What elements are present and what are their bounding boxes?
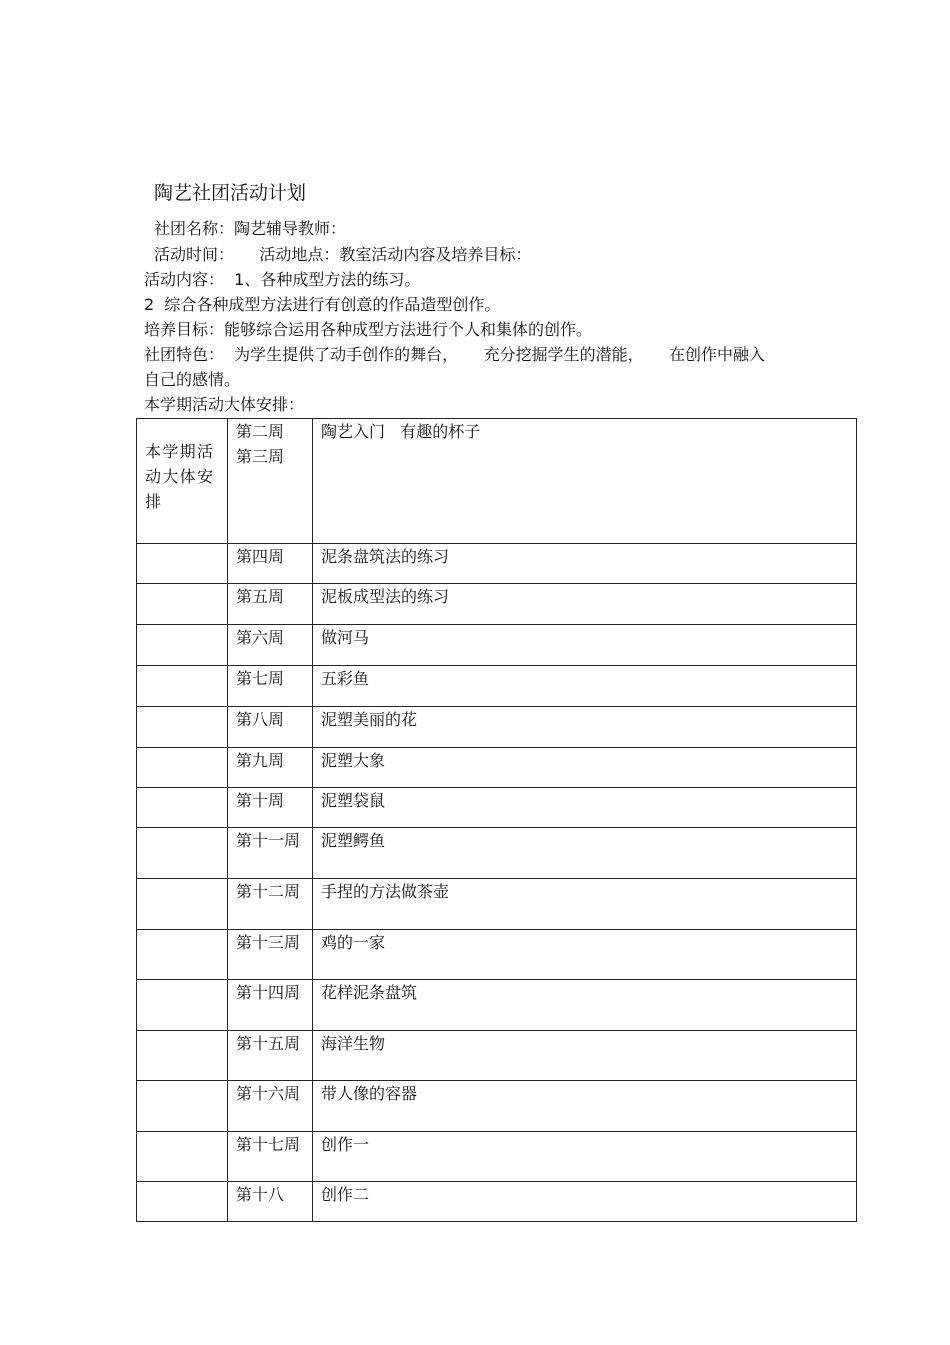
activity-cell: 泥塑美丽的花	[313, 707, 857, 748]
side-label-cell: 本学期活动大体安排	[137, 419, 228, 544]
side-label-cell	[137, 1081, 228, 1132]
side-label-cell	[137, 544, 228, 584]
table-row	[137, 707, 857, 748]
content-line-2: 2 综合各种成型方法进行有创意的作品造型创作。	[144, 295, 501, 314]
table-row	[137, 1081, 857, 1132]
feature-line-2: 自己的感情。	[144, 370, 241, 389]
table-row	[137, 666, 857, 707]
activity-cell: 做河马	[313, 625, 857, 666]
week-cell: 第十一周	[228, 828, 313, 879]
side-label-cell	[137, 879, 228, 930]
week-cell: 第二周 第三周	[228, 419, 313, 544]
side-label-cell	[137, 584, 228, 625]
side-label-cell	[137, 707, 228, 748]
week-cell: 第七周	[228, 666, 313, 707]
week-cell: 第六周	[228, 625, 313, 666]
activity-cell: 创作二	[313, 1182, 857, 1222]
table-row	[137, 980, 857, 1031]
week-cell: 第十四周	[228, 980, 313, 1031]
activity-cell: 花样泥条盘筑	[313, 980, 857, 1031]
side-label-cell	[137, 1182, 228, 1222]
side-label-cell	[137, 666, 228, 707]
activity-cell: 泥塑袋鼠	[313, 788, 857, 828]
side-label-cell	[137, 980, 228, 1031]
table-row	[137, 1132, 857, 1182]
table-row	[137, 625, 857, 666]
table-row	[137, 419, 857, 544]
table-row	[137, 788, 857, 828]
table-row	[137, 828, 857, 879]
activity-cell: 泥板成型法的练习	[313, 584, 857, 625]
side-label-cell	[137, 625, 228, 666]
week-cell: 第八周	[228, 707, 313, 748]
activity-cell: 泥条盘筑法的练习	[313, 544, 857, 584]
week-cell: 第十六周	[228, 1081, 313, 1132]
time-location-line: 活动时间： 活动地点：教室活动内容及培养目标：	[154, 245, 532, 264]
activity-cell: 鸡的一家	[313, 930, 857, 980]
activity-cell: 手捏的方法做茶壶	[313, 879, 857, 930]
side-label-cell	[137, 1031, 228, 1081]
page-title: 陶艺社团活动计划	[154, 182, 307, 204]
table-row	[137, 1182, 857, 1222]
feature-line: 社团特色： 为学生提供了动手创作的舞台， 充分挖掘学生的潜能， 在创作中融入	[144, 345, 766, 364]
side-label-cell	[137, 1132, 228, 1182]
week-cell: 第十三周	[228, 930, 313, 980]
activity-cell: 泥塑鳄鱼	[313, 828, 857, 879]
week-cell: 第九周	[228, 748, 313, 788]
table-row	[137, 879, 857, 930]
week-cell: 第十八	[228, 1182, 313, 1222]
activity-cell: 泥塑大象	[313, 748, 857, 788]
table-row	[137, 584, 857, 625]
week-cell: 第十七周	[228, 1132, 313, 1182]
side-label-cell	[137, 788, 228, 828]
activity-cell: 五彩鱼	[313, 666, 857, 707]
side-label-cell	[137, 748, 228, 788]
schedule-table	[136, 418, 857, 1222]
table-row	[137, 748, 857, 788]
side-label-cell	[137, 828, 228, 879]
week-cell: 第五周	[228, 584, 313, 625]
activity-cell: 带人像的容器	[313, 1081, 857, 1132]
activity-cell: 陶艺入门 有趣的杯子	[313, 419, 857, 544]
content-line: 活动内容： 1、各种成型方法的练习。	[144, 270, 421, 289]
activity-cell: 创作一	[313, 1132, 857, 1182]
club-info-line: 社团名称：陶艺辅导教师：	[154, 219, 347, 238]
week-cell: 第十二周	[228, 879, 313, 930]
side-label-cell	[137, 930, 228, 980]
table-row	[137, 930, 857, 980]
week-cell: 第四周	[228, 544, 313, 584]
week-cell: 第十五周	[228, 1031, 313, 1081]
schedule-heading: 本学期活动大体安排：	[144, 395, 305, 414]
activity-cell: 海洋生物	[313, 1031, 857, 1081]
goal-line: 培养目标：能够综合运用各种成型方法进行个人和集体的创作。	[144, 320, 593, 339]
table-row	[137, 544, 857, 584]
week-cell: 第十周	[228, 788, 313, 828]
table-row	[137, 1031, 857, 1081]
